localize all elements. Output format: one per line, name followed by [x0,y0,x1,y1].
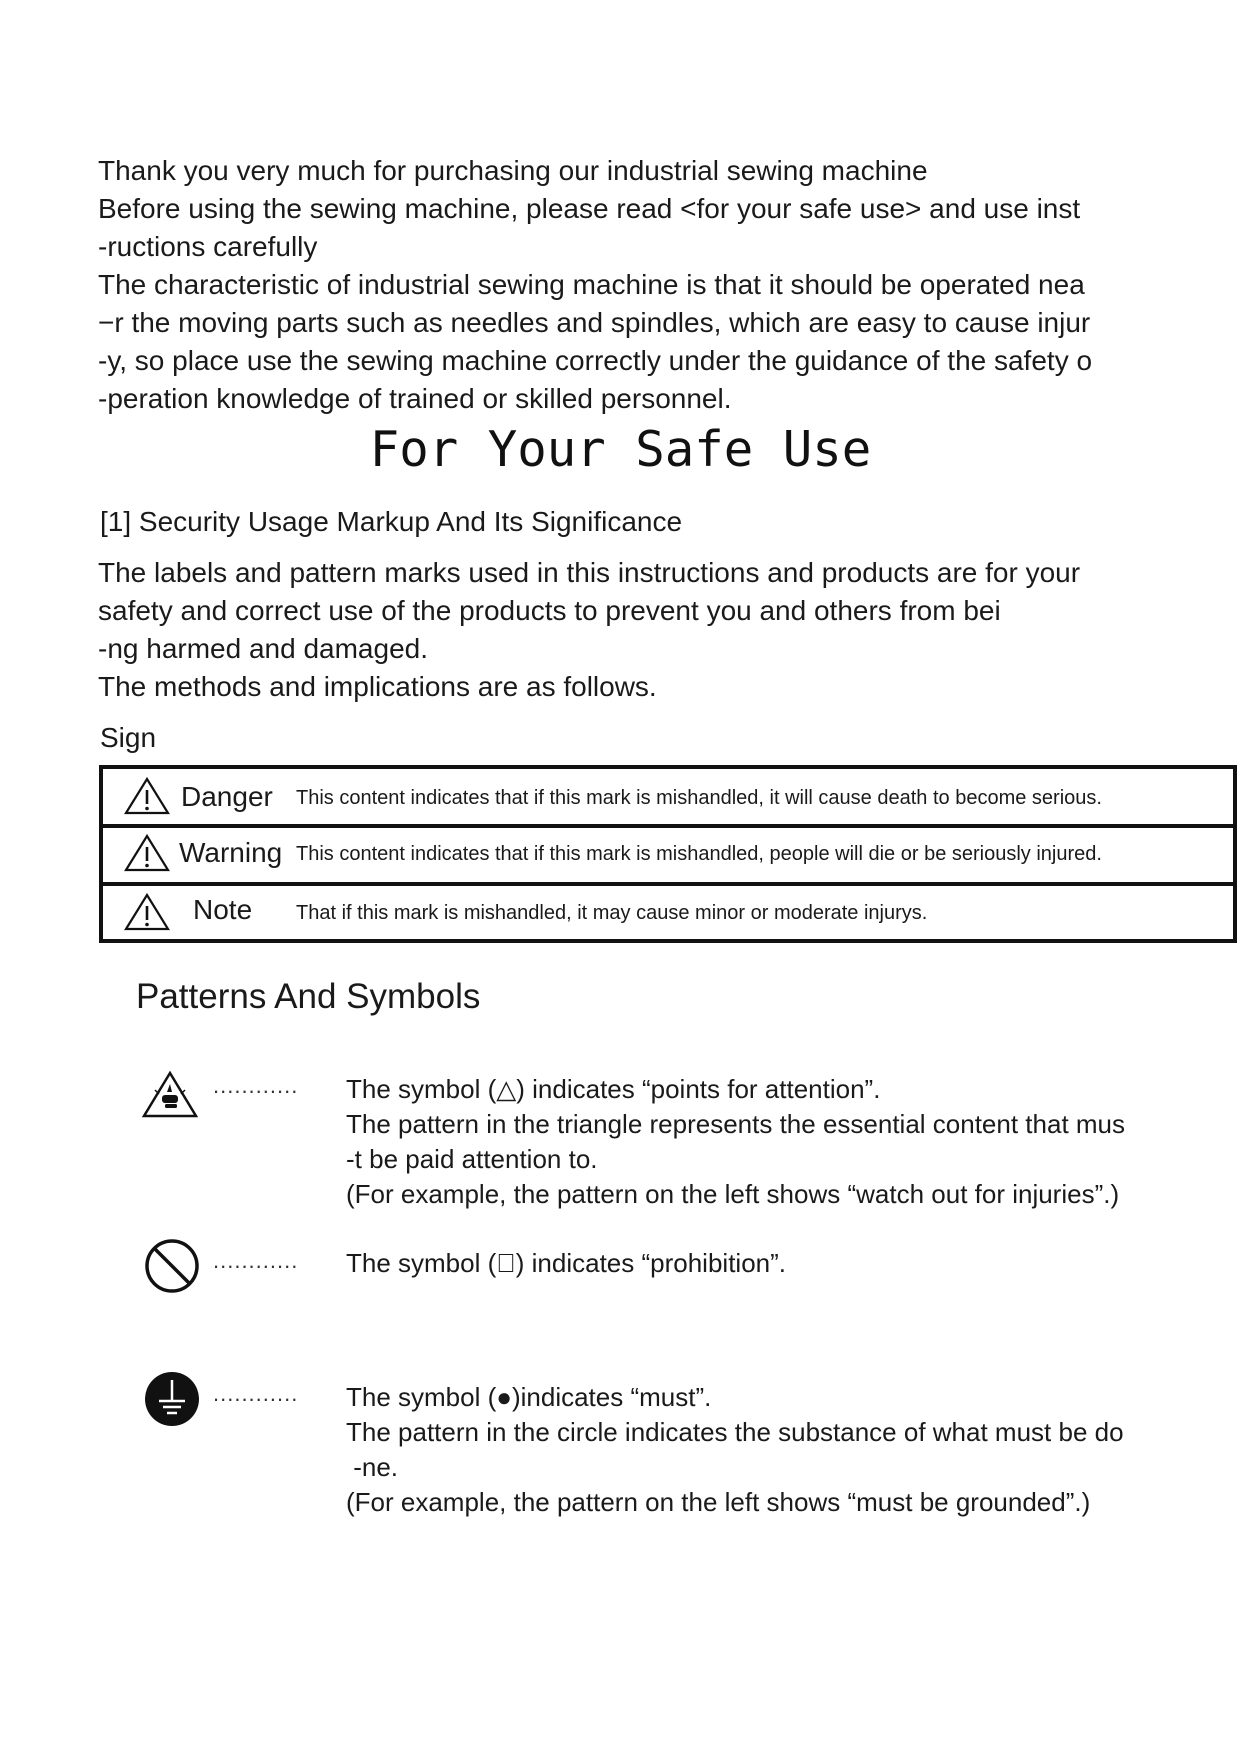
intro-line: Before using the sewing machine, please read <for your safe use> and use inst [98,193,1081,224]
section-heading: [1] Security Usage Markup And Its Significance [100,506,683,537]
sign-row-danger [103,769,1233,824]
intro-line: The characteristic of industrial sewing machine is that it should be operated nea [98,269,1085,300]
sign-row-note [103,882,1233,941]
pattern-line: The symbol (●)indicates “must”. [346,1382,712,1412]
intro-line: -ructions carefully [98,231,318,262]
pattern-description-prohibition [346,1246,786,1281]
pattern-line: (For example, the pattern on the left shows “watch out for injuries”.) [346,1179,1120,1209]
pattern-line: The symbol (⃠) indicates “prohibition”. [346,1248,786,1278]
section-body-line: The labels and pattern marks used in this instructions and products are for your [98,557,1081,588]
warning-triangle-icon [123,892,171,932]
sign-row-warning [103,824,1233,883]
sign-name-danger: Danger [181,781,273,812]
page-title: For Your Safe Use [369,421,872,478]
intro-line: -peration knowledge of trained or skilled personnel. [98,383,732,414]
sign-table [99,765,1237,943]
pattern-line: The pattern in the circle indicates the substance of what must be do [346,1417,1124,1447]
intro-line: −r the moving parts such as needles and spindles, which are easy to cause injur [98,307,1091,338]
intro-paragraph [98,152,1158,418]
sign-description-note: That if this mark is mishandled, it may cause minor or moderate injurys. [296,902,928,924]
sign-name-warning: Warning [179,837,283,868]
pattern-line: -ne. [346,1452,399,1482]
sign-description-warning: This content indicates that if this mark is mishandled, people will die or be seriously injured. [296,843,1102,865]
ground-must-icon [143,1370,201,1428]
sign-label: Sign [100,722,157,753]
pattern-line: The symbol (△) indicates “points for attention”. [346,1074,881,1104]
sign-name-note: Note [193,894,253,925]
warning-triangle-icon [123,776,171,816]
intro-line: Thank you very much for purchasing our industrial sewing machine [98,155,928,186]
leader-dots: ............ [213,1073,299,1098]
section-body-line: -ng harmed and damaged. [98,633,428,664]
pattern-line: (For example, the pattern on the left shows “must be grounded”.) [346,1487,1091,1517]
prohibition-icon [143,1237,201,1295]
leader-dots: ............ [213,1248,299,1273]
intro-line: -y, so place use the sewing machine correctly under the guidance of the safety o [98,345,1093,376]
warning-triangle-icon [123,833,171,873]
sign-description-danger: This content indicates that if this mark is mishandled, it will cause death to become serious. [296,787,1102,809]
section-body [98,554,1158,706]
pattern-line: -t be paid attention to. [346,1144,598,1174]
pattern-description-attention [346,1072,1125,1212]
pattern-description-must [346,1380,1124,1520]
leader-dots: ............ [213,1381,299,1406]
section-body-line: The methods and implications are as follows. [98,671,657,702]
hand-injury-triangle-icon [141,1070,199,1120]
section-body-line: safety and correct use of the products to prevent you and others from bei [98,595,1001,626]
patterns-heading: Patterns And Symbols [136,977,481,1016]
pattern-line: The pattern in the triangle represents the essential content that mus [346,1109,1126,1139]
